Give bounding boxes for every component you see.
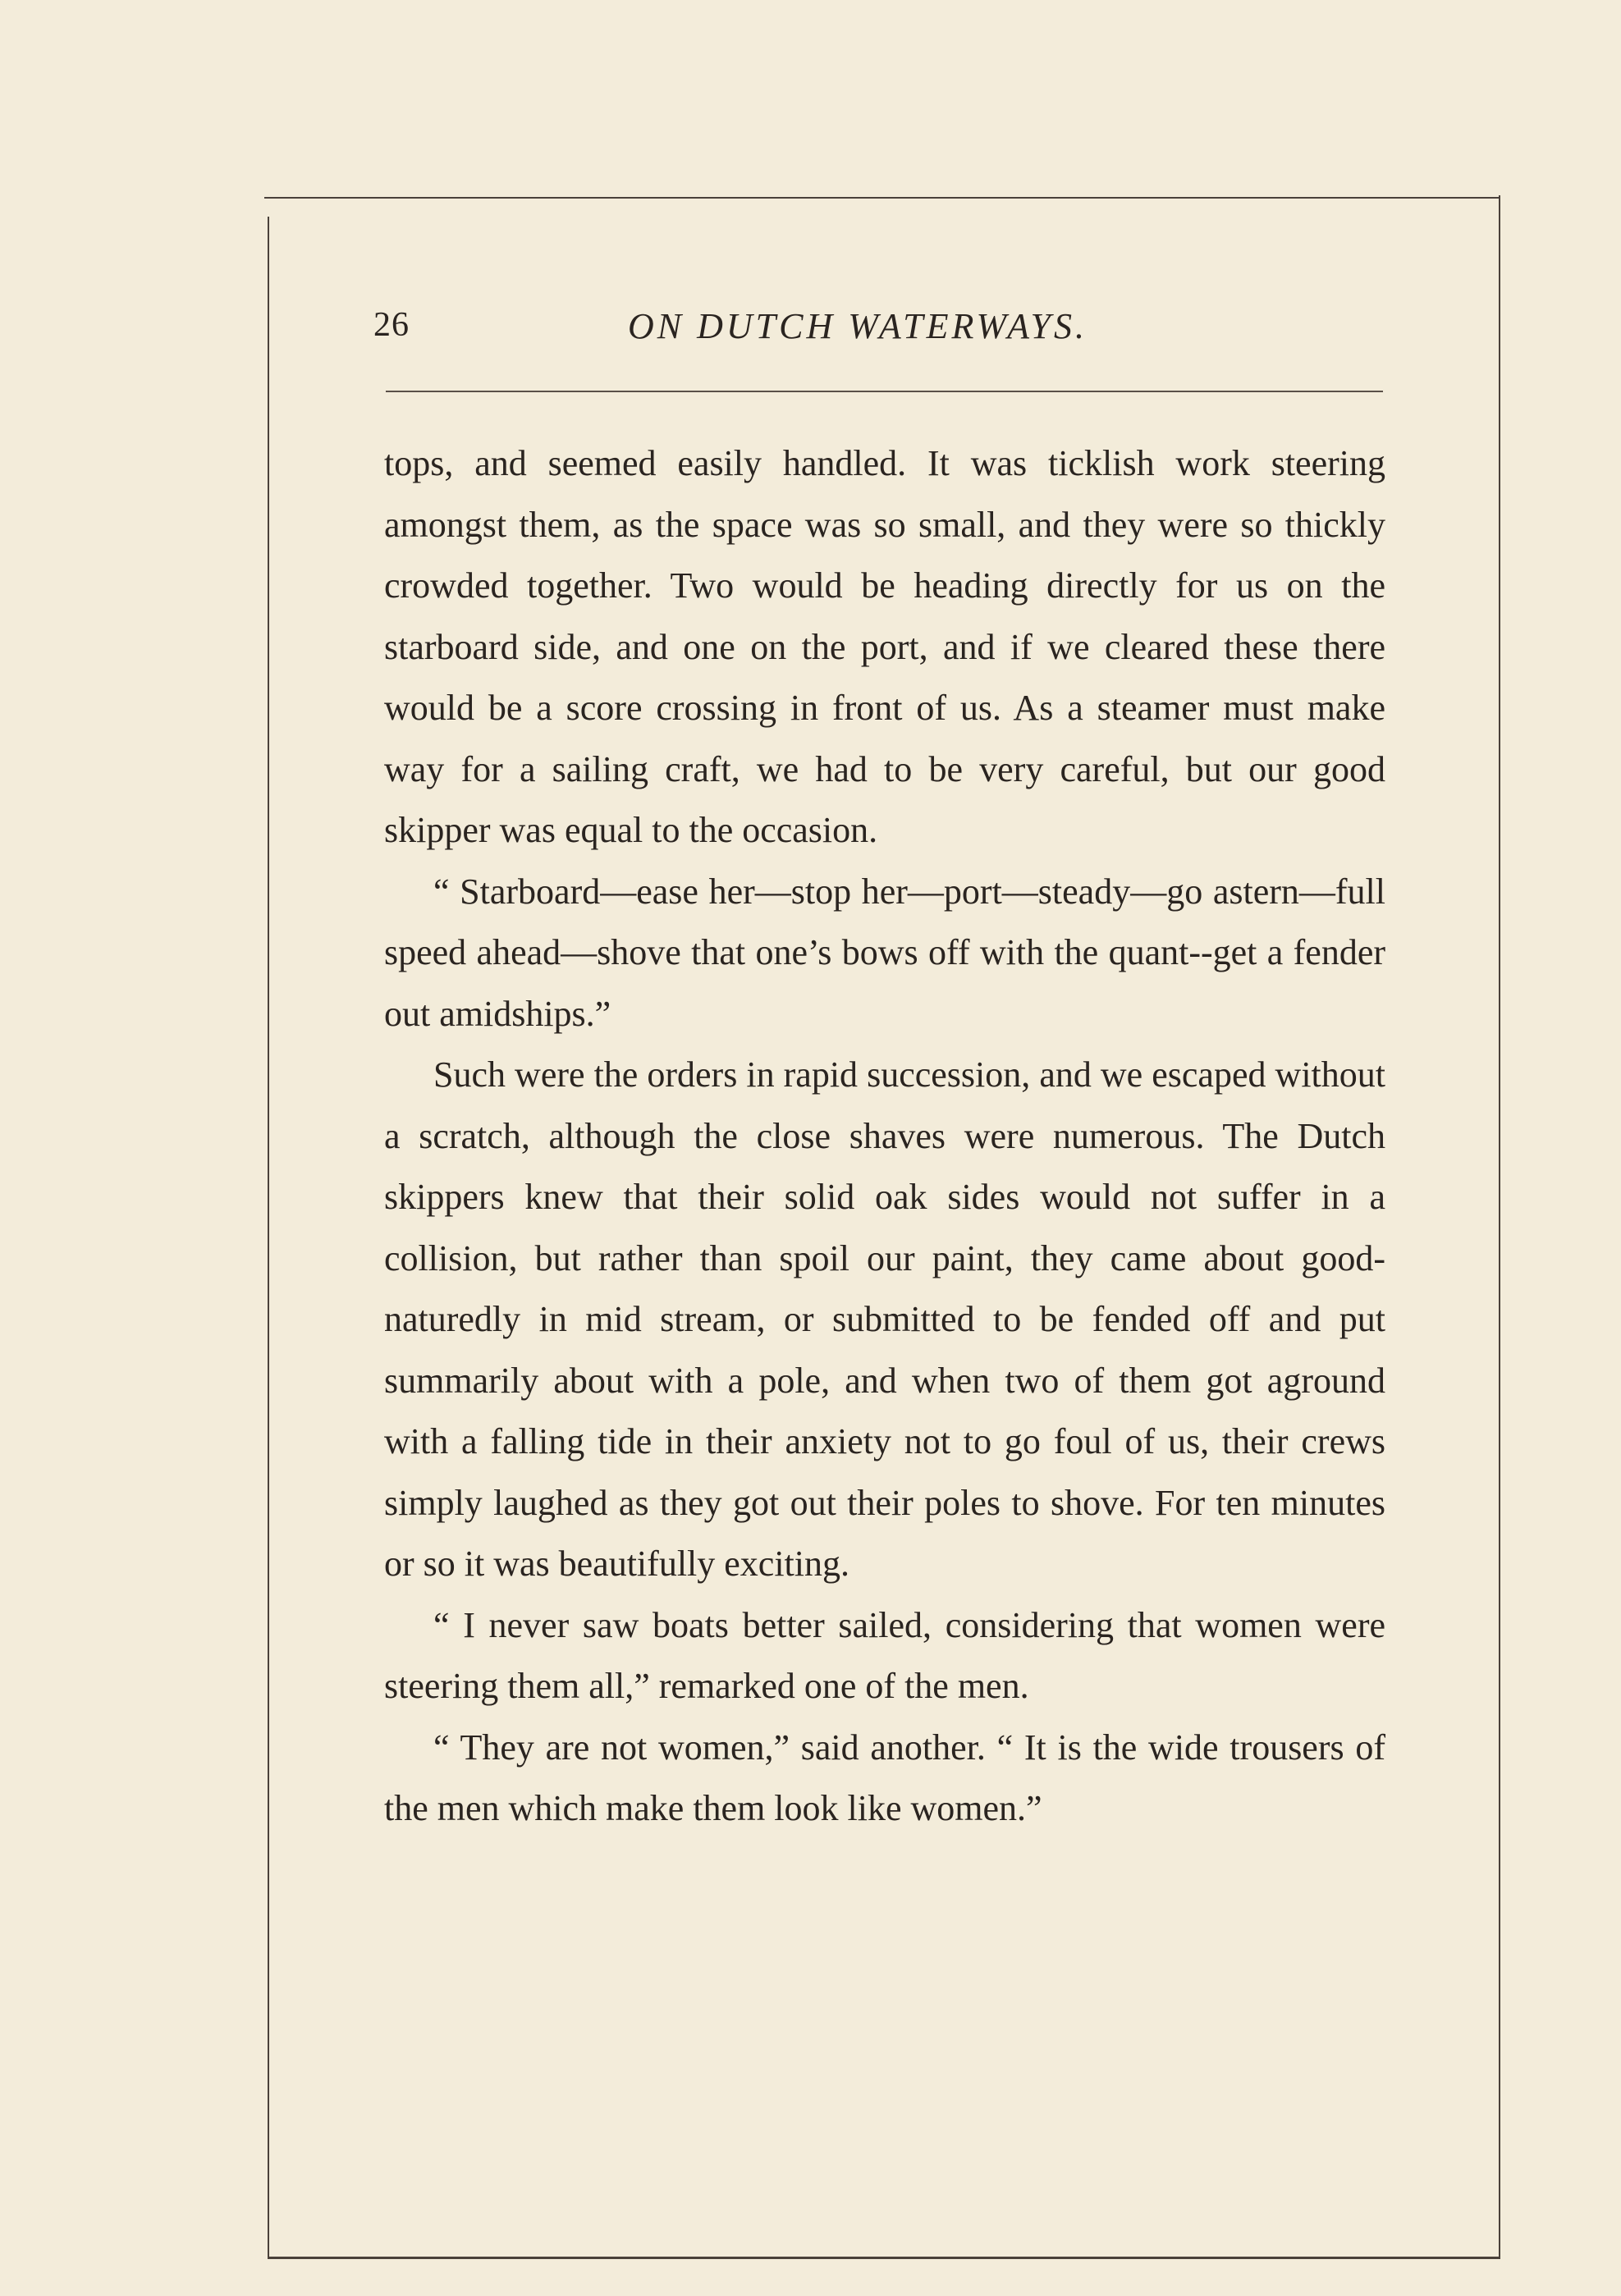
header-rule (386, 391, 1383, 392)
body-text (384, 433, 1385, 1840)
paragraph: Such were the orders in rapid succession, and we escaped without a scratch, although the close shaves were numerous. The Dutch skippers knew that their solid oak sides would not suffer in a collision, but rather than spoil our paint, they came about good-naturedly in mid stream, or submitted to be fended off and put summarily about with a pole, and when two of them got aground with a falling tide in their anxiety not to go foul of us, their crews simply laughed as they got out their poles to shove. For ten minutes or so it was beautifully exciting. (384, 1054, 1385, 1584)
paragraph: “ Starboard—ease her—stop her—port—steady—go astern—full speed ahead—shove that one’s bows off with the quant--get a fender out amidships.” (384, 871, 1385, 1034)
frame-left-rule (268, 217, 269, 2257)
paragraph: “ I never saw boats better sailed, considering that women were steering them all,” remarked one of the men. (384, 1604, 1385, 1706)
paragraph: “ They are not women,” said another. “ It is the wide trousers of the men which make them look like women.” (384, 1727, 1385, 1828)
frame-top-rule (264, 197, 1499, 199)
page-number: 26 (373, 306, 410, 344)
frame-bottom-rule (268, 2257, 1500, 2259)
page-header (373, 305, 1383, 363)
paragraph: tops, and seemed easily handled. It was ticklish work steering amongst them, as the space was so small, and they were so thickly crowded together. Two would be heading directly for us on the starboard side, and one on the port, and if we cleared these there would be a score crossing in front of us. As a steamer must make way for a sailing craft, we had to be very careful, but our good skipper was equal to the occasion. (384, 443, 1385, 850)
running-title: ON DUTCH WATERWAYS. (628, 306, 1088, 346)
frame-right-rule (1499, 195, 1500, 2257)
